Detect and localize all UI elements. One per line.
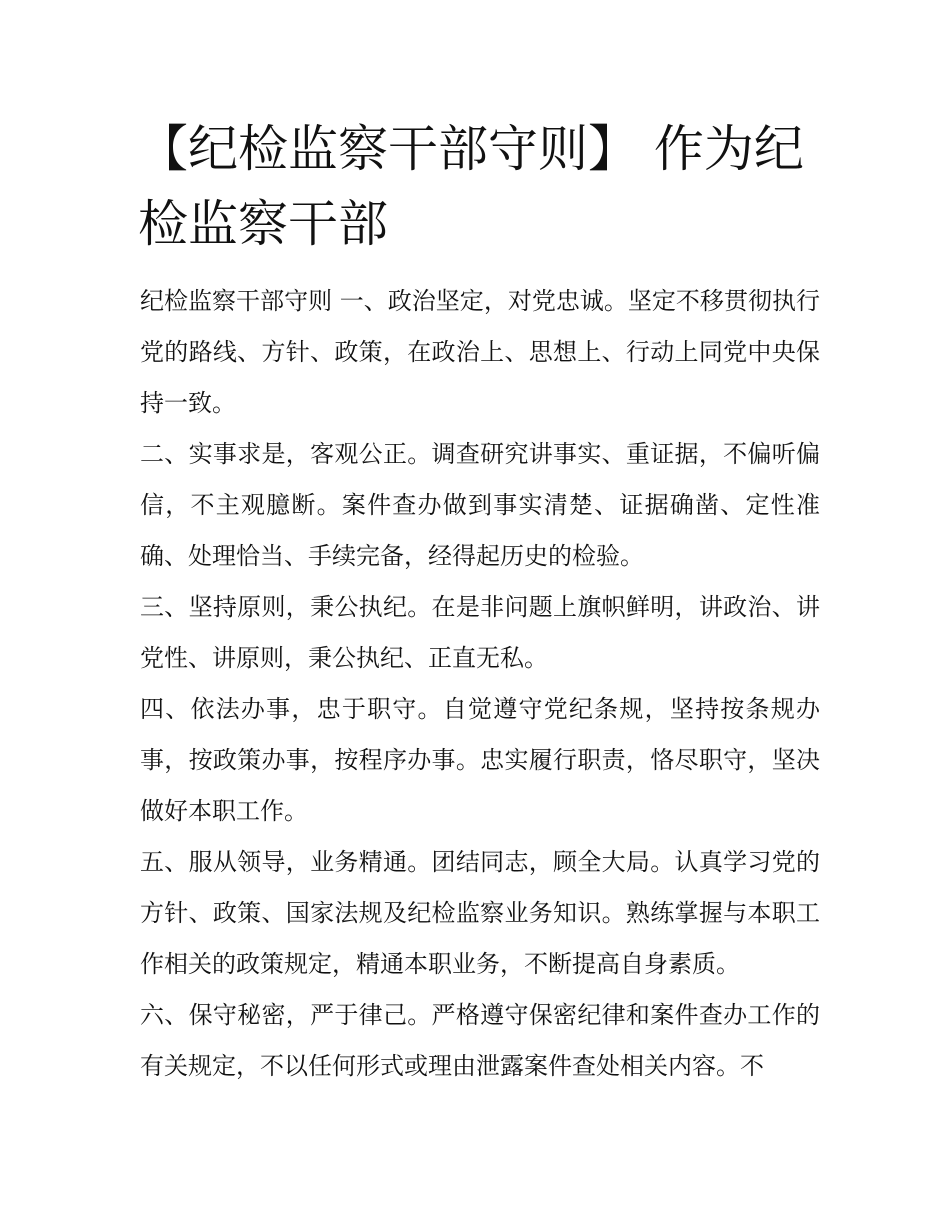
paragraph-fact-seeking: 二、实事求是，客观公正。调查研究讲事实、重证据，不偏听偏信，不主观臆断。案件查办做到事实清楚、证据确凿、定性准确、处理恰当、手续完备，经得起历史的检验。 <box>140 440 820 570</box>
paragraph-principles: 三、坚持原则，秉公执纪。在是非问题上旗帜鲜明，讲政治、讲党性、讲原则，秉公执纪、正直无私。 <box>140 593 820 672</box>
document-body <box>140 276 820 1092</box>
paragraph-lawful-conduct: 四、依法办事，忠于职守。自觉遵守党纪条规，坚持按条规办事，按政策办事，按程序办事。忠实履行职责，恪尽职守，坚决做好本职工作。 <box>140 695 820 825</box>
document-title: 【纪检监察干部守则】 作为纪检监察干部 <box>138 120 804 253</box>
paragraph-leadership-expertise: 五、服从领导，业务精通。团结同志，顾全大局。认真学习党的方针、政策、国家法规及纪检监察业务知识。熟练掌握与本职工作相关的政策规定，精通本职业务，不断提高自身素质。 <box>140 848 820 978</box>
paragraph-political-loyalty: 纪检监察干部守则 一、政治坚定，对党忠诚。坚定不移贯彻执行党的路线、方针、政策，在政治上、思想上、行动上同党中央保持一致。 <box>140 287 820 417</box>
paragraph-confidentiality: 六、保守秘密，严于律己。严格遵守保密纪律和案件查办工作的有关规定，不以任何形式或理由泄露案件查处相关内容。不 <box>140 1001 820 1080</box>
